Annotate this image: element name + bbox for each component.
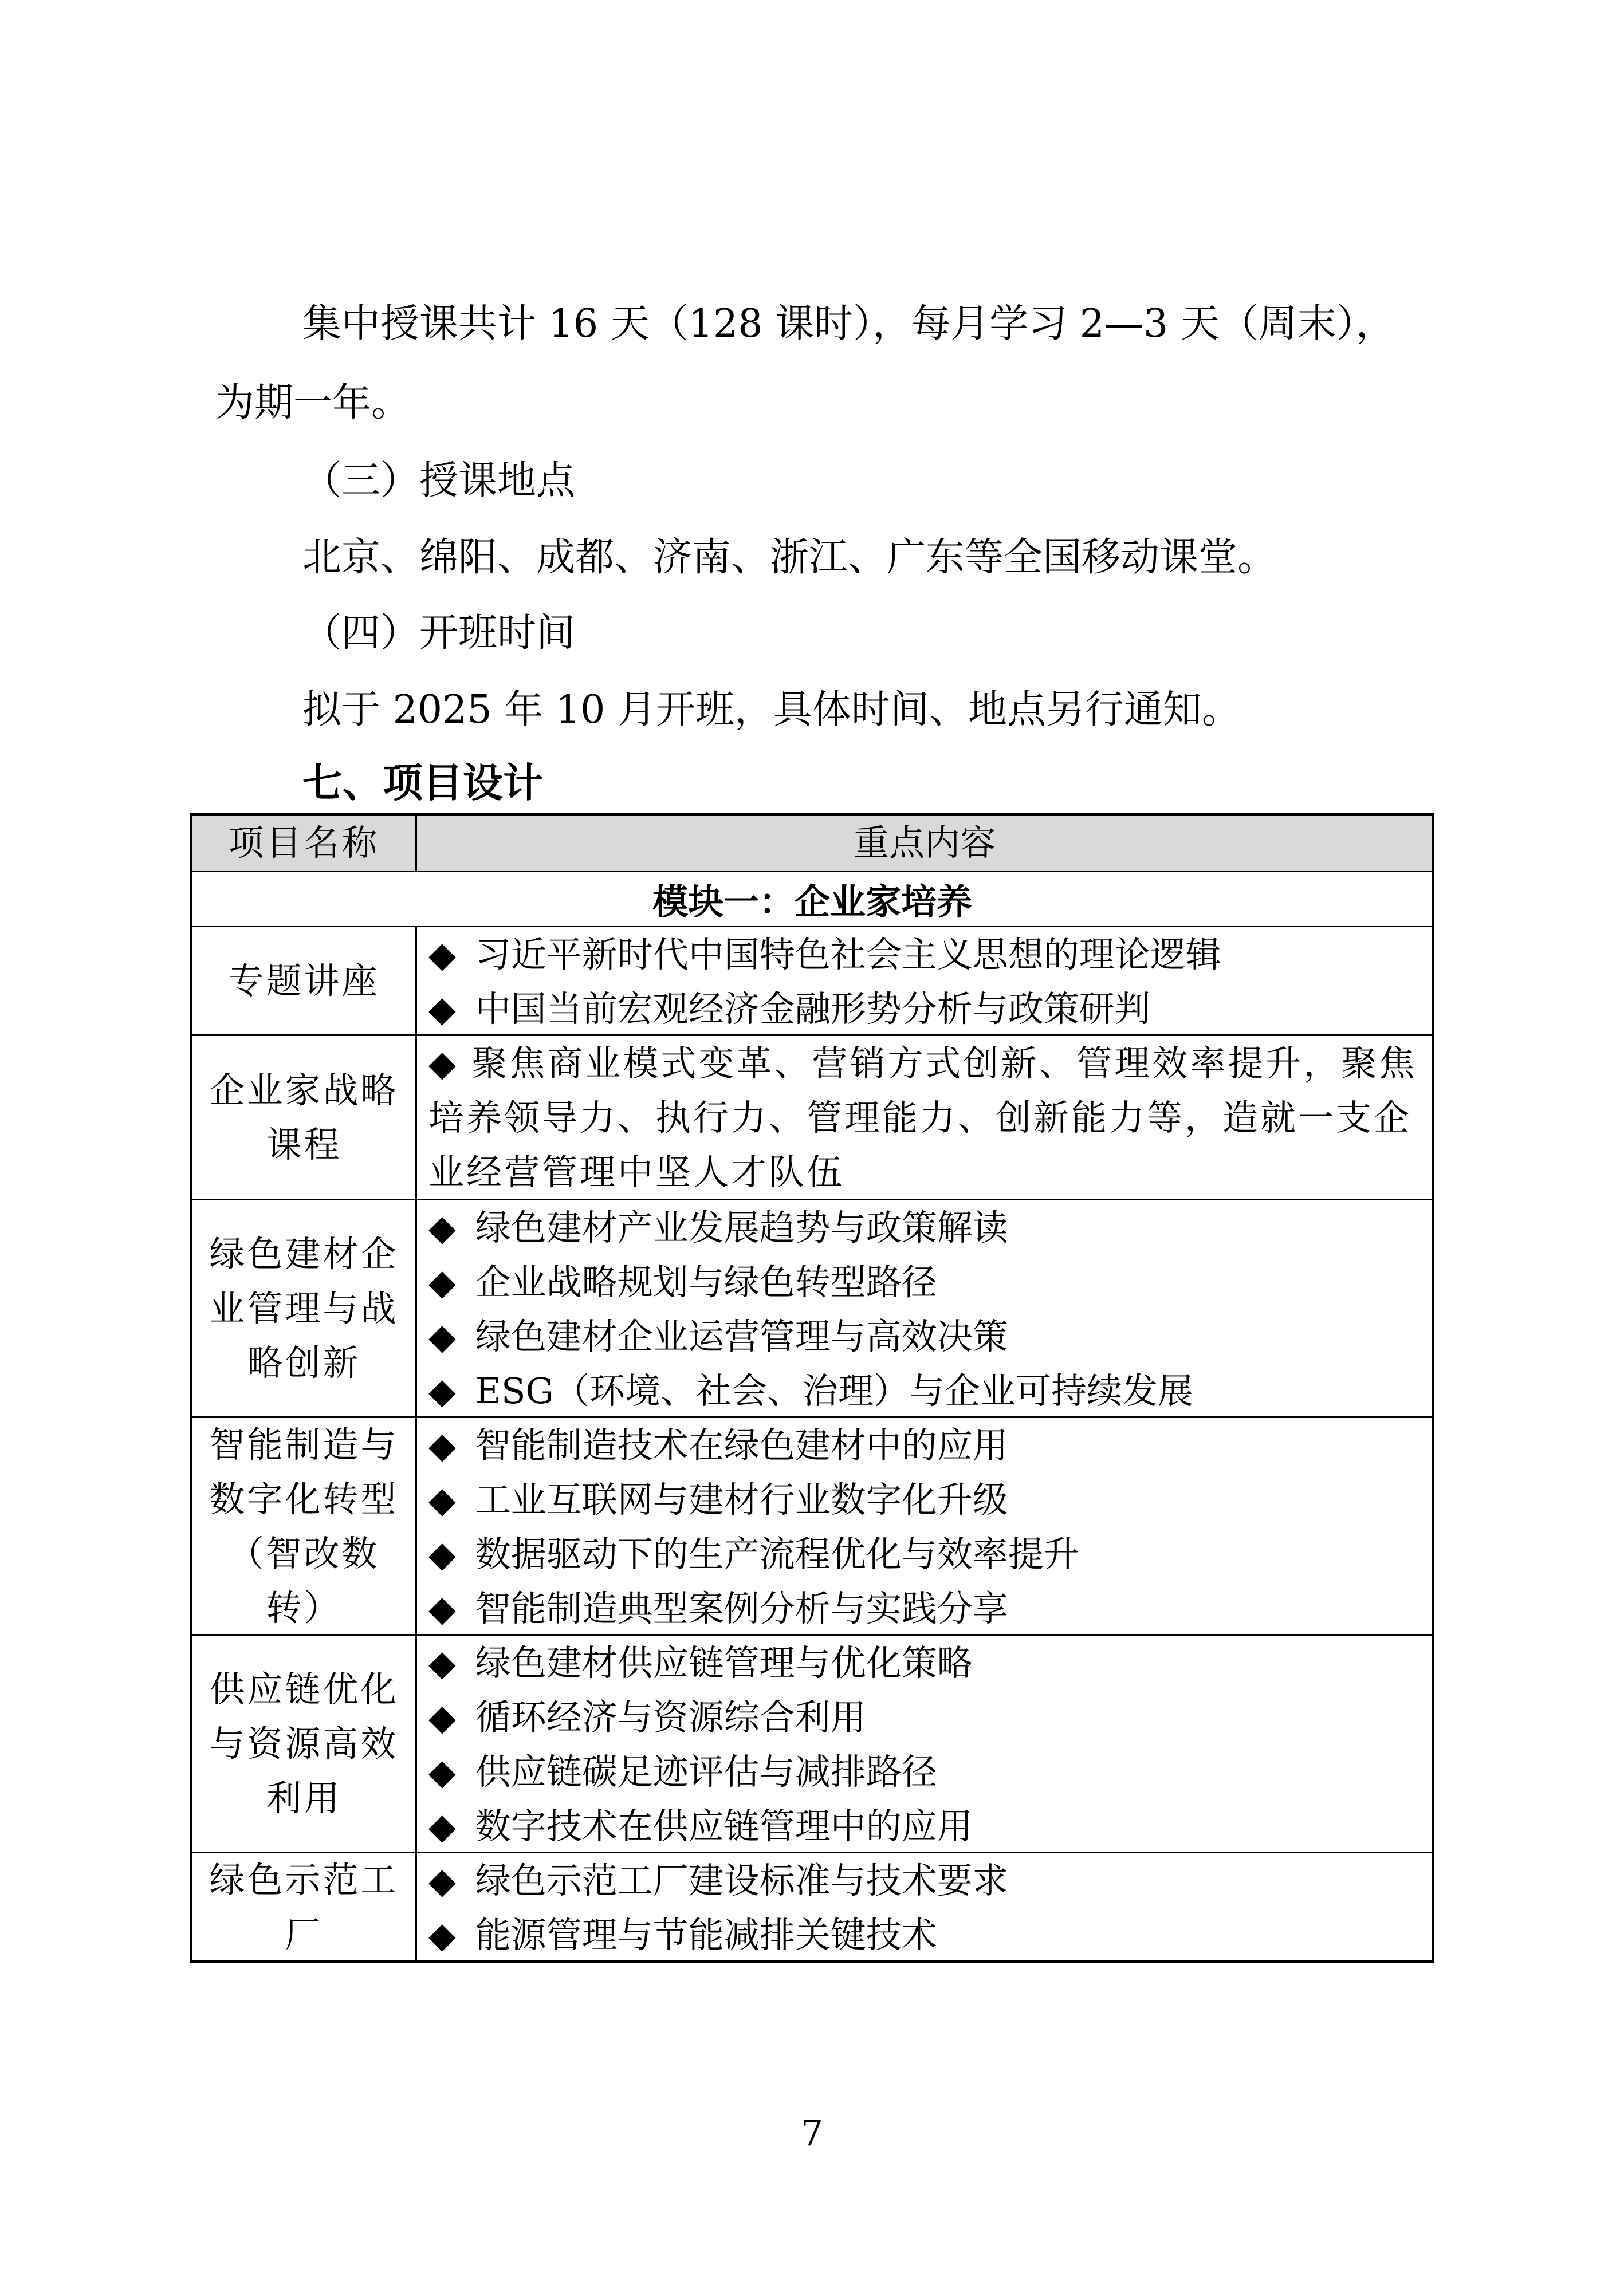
row-content: ◆ 聚焦商业模式变革、营销方式创新、管理效率提升，聚焦培养领导力、执行力、管理能力、创新能力等，造就一支企业经营管理中坚人才队伍 (428, 1042, 1417, 1193)
list-item: ◆ 中国当前宏观经济金融形势分析与政策研判 (428, 988, 1150, 1030)
table-row (192, 1634, 1432, 1852)
list-item: ◆ 习近平新时代中国特色社会主义思想的理论逻辑 (428, 934, 1221, 975)
table-row (192, 1034, 1432, 1199)
row-name: 企业家战略课程 (192, 1036, 417, 1199)
row-content (417, 1636, 1432, 1852)
table-row (192, 1199, 1432, 1416)
diamond-bullet-icon: ◆ (428, 1207, 456, 1249)
list-item: ◆ 数据驱动下的生产流程优化与效率提升 (428, 1533, 1079, 1575)
diamond-bullet-icon: ◆ (428, 1751, 456, 1793)
diamond-bullet-icon: ◆ (428, 1316, 456, 1357)
subsection-3-text: 北京、绵阳、成都、济南、浙江、广东等全国移动课堂。 (302, 535, 1277, 580)
list-item: ◆ 绿色建材产业发展趋势与政策解读 (428, 1207, 1008, 1249)
section-title: 七、项目设计 (302, 759, 543, 806)
list-item: ◆ 循环经济与资源综合利用 (428, 1696, 866, 1738)
module-title: 模块一：企业家培养 (652, 881, 972, 923)
list-item: ◆ 企业战略规划与绿色转型路径 (428, 1261, 937, 1303)
list-item: ◆ 供应链碳足迹评估与减排路径 (428, 1751, 937, 1793)
list-item: ◆ 工业互联网与建材行业数字化升级 (428, 1479, 1008, 1521)
table-row (192, 926, 1432, 1034)
diamond-bullet-icon: ◆ (428, 1860, 456, 1901)
diamond-bullet-icon: ◆ (428, 1914, 456, 1956)
page-number: 7 (800, 2112, 824, 2154)
list-item: ◆ 智能制造技术在绿色建材中的应用 (428, 1424, 1008, 1466)
diamond-bullet-icon: ◆ (428, 1588, 456, 1629)
diamond-bullet-icon: ◆ (428, 1261, 456, 1303)
row-content (417, 1418, 1432, 1634)
row-name: 智能制造与数字化转型（智改数转） (192, 1418, 417, 1634)
row-name: 专题讲座 (192, 927, 417, 1034)
table-row (192, 1852, 1432, 1960)
list-item: ◆ ESG（环境、社会、治理）与企业可持续发展 (428, 1370, 1193, 1412)
list-item: ◆ 数字技术在供应链管理中的应用 (428, 1805, 973, 1847)
diamond-bullet-icon: ◆ (428, 934, 456, 975)
row-content (417, 1200, 1432, 1416)
subsection-3-title: （三）授课地点 (302, 458, 576, 503)
row-name: 供应链优化与资源高效利用 (192, 1636, 417, 1852)
table-row (192, 1416, 1432, 1634)
schedule-paragraph-line1: 集中授课共计 16 天（128 课时），每月学习 2—3 天（周末）， (302, 301, 1395, 346)
diamond-bullet-icon: ◆ (428, 1642, 456, 1684)
list-item: ◆ 绿色建材供应链管理与优化策略 (428, 1642, 973, 1684)
diamond-bullet-icon: ◆ (428, 988, 456, 1030)
list-item: ◆ 绿色建材企业运营管理与高效决策 (428, 1316, 1008, 1357)
project-design-table (190, 813, 1434, 1963)
subsection-4-text: 拟于 2025 年 10 月开班，具体时间、地点另行通知。 (302, 687, 1241, 732)
diamond-bullet-icon: ◆ (428, 1424, 456, 1466)
diamond-bullet-icon: ◆ (428, 1805, 456, 1847)
row-content (417, 1853, 1432, 1960)
header-project-name: 项目名称 (192, 816, 417, 871)
diamond-bullet-icon: ◆ (428, 1696, 456, 1738)
row-name: 绿色示范工厂 (192, 1853, 417, 1960)
subsection-4-title: （四）开班时间 (302, 611, 576, 656)
list-item: ◆ 绿色示范工厂建设标准与技术要求 (428, 1860, 1008, 1901)
header-key-content: 重点内容 (853, 822, 996, 864)
diamond-bullet-icon: ◆ (428, 1533, 456, 1575)
schedule-paragraph-line2: 为期一年。 (215, 380, 411, 426)
row-name: 绿色建材企业管理与战略创新 (192, 1200, 417, 1416)
diamond-bullet-icon: ◆ (428, 1370, 456, 1412)
module-title-row (192, 871, 1432, 926)
table-header-row (192, 816, 1432, 871)
row-content (417, 927, 1432, 1034)
list-item: ◆ 能源管理与节能减排关键技术 (428, 1914, 937, 1956)
list-item: ◆ 智能制造典型案例分析与实践分享 (428, 1588, 1008, 1629)
diamond-bullet-icon: ◆ (428, 1479, 456, 1521)
